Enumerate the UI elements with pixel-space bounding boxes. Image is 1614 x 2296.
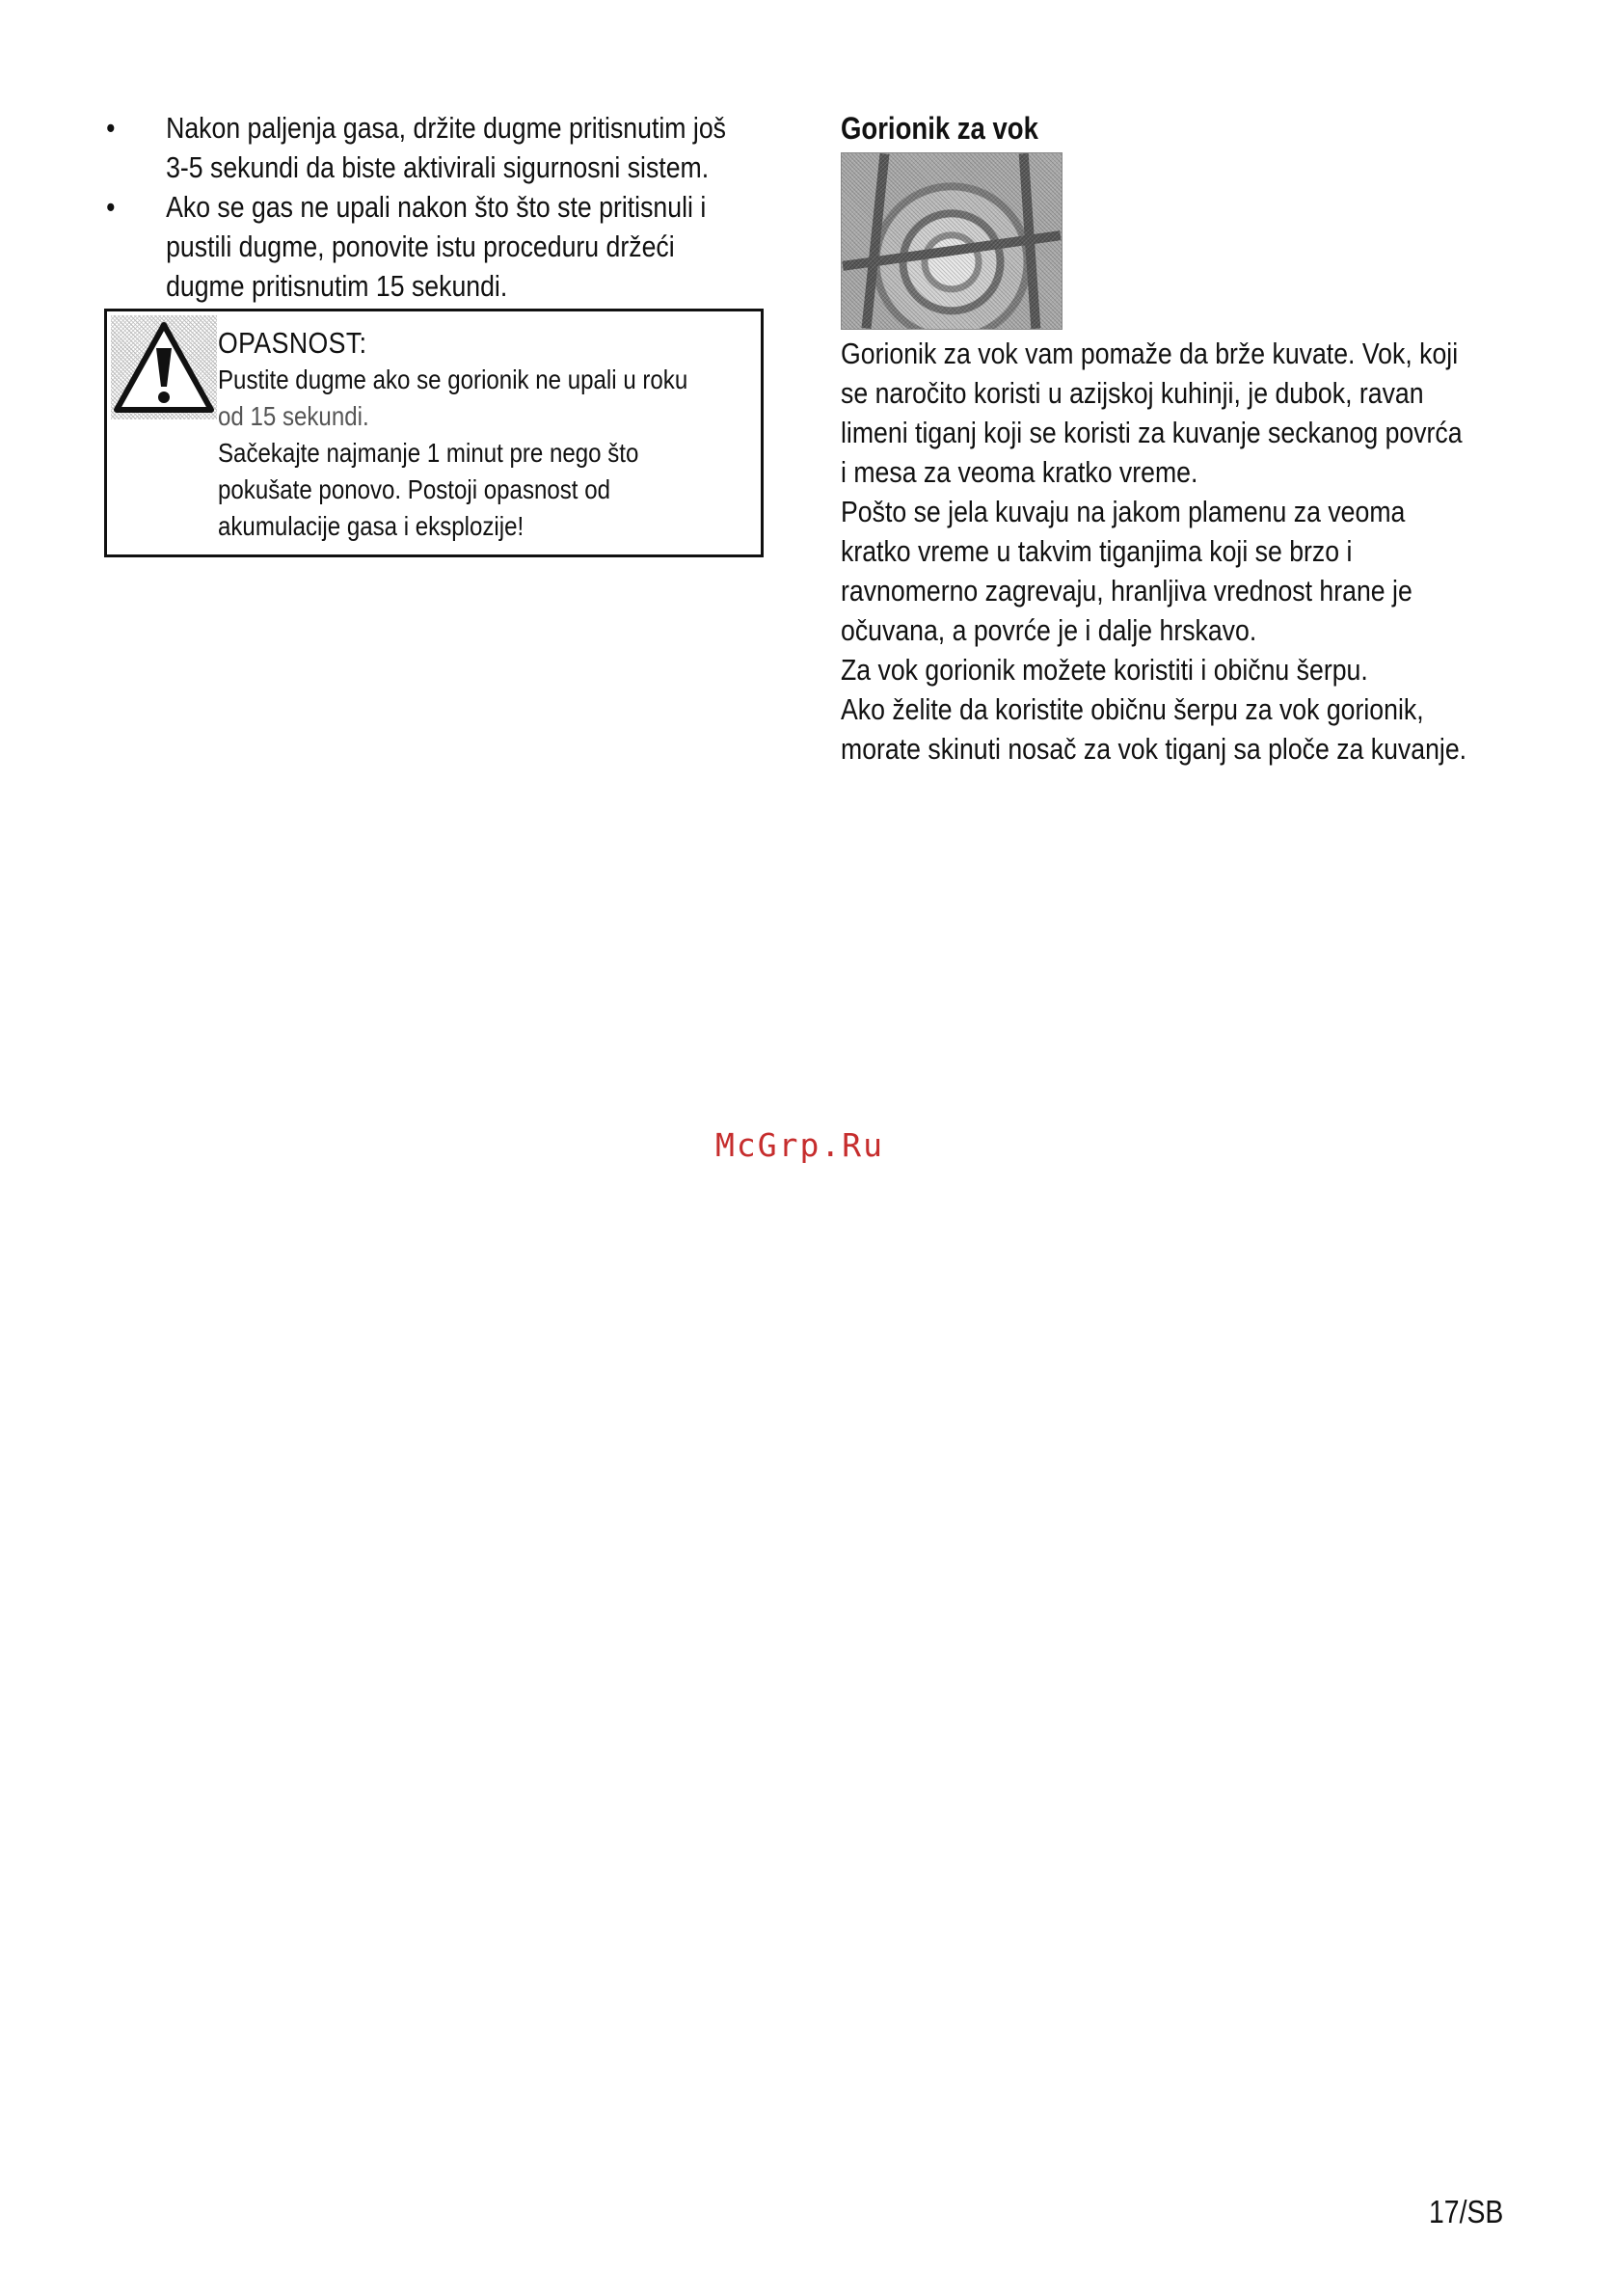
warning-line: pokušate ponovo. Postoji opasnost od bbox=[218, 474, 610, 504]
bullet-marker: • bbox=[106, 111, 116, 145]
danger-warning-box bbox=[104, 309, 764, 557]
bullet-line: 3-5 sekundi da biste aktivirali sigurnosni sistem. bbox=[166, 150, 710, 184]
body-line: očuvana, a povrće je i dalje hrskavo. bbox=[841, 613, 1257, 647]
left-column bbox=[101, 108, 776, 306]
section-title: Gorionik za vok bbox=[841, 111, 1038, 146]
body-line: ravnomerno zagrevaju, hranljiva vrednost hrane je bbox=[841, 574, 1412, 608]
page-number: 17/SB bbox=[1429, 2194, 1504, 2229]
warning-line: akumulacije gasa i eksplozije! bbox=[218, 511, 525, 541]
bullet-marker: • bbox=[106, 190, 116, 224]
warning-triangle-icon bbox=[111, 319, 217, 416]
body-line: morate skinuti nosač za vok tiganj sa ploče za kuvanje. bbox=[841, 732, 1467, 766]
bullet-line: Ako se gas ne upali nakon što što ste pritisnuli i bbox=[166, 190, 707, 224]
photo-texture bbox=[842, 153, 1062, 329]
body-line: Za vok gorionik možete koristiti i običnu šerpu. bbox=[841, 653, 1368, 687]
warning-title: OPASNOST: bbox=[218, 326, 367, 360]
body-line: Ako želite da koristite običnu šerpu za vok gorionik, bbox=[841, 692, 1424, 726]
warning-line: Sačekajte najmanje 1 minut pre nego što bbox=[218, 438, 639, 468]
warning-line: Pustite dugme ako se gorionik ne upali u roku bbox=[218, 365, 688, 394]
body-line: limeni tiganj koji se koristi za kuvanje seckanog povrća bbox=[841, 416, 1463, 449]
body-text bbox=[841, 334, 1520, 769]
body-line: se naročito koristi u azijskoj kuhinji, je dubok, ravan bbox=[841, 376, 1424, 410]
body-line: Pošto se jela kuvaju na jakom plamenu za veoma bbox=[841, 495, 1406, 528]
bullet-line: pustili dugme, ponovite istu proceduru držeći bbox=[166, 230, 675, 263]
warning-line: od 15 sekundi. bbox=[218, 401, 369, 431]
bullet-item bbox=[101, 187, 820, 306]
body-line: Gorionik za vok vam pomaže da brže kuvate. Vok, koji bbox=[841, 337, 1459, 370]
watermark: McGrp.Ru bbox=[715, 1126, 884, 1164]
body-line: i mesa za veoma kratko vreme. bbox=[841, 455, 1198, 489]
wok-burner-photo bbox=[841, 152, 1063, 330]
bullet-line: Nakon paljenja gasa, držite dugme pritisnutim još bbox=[166, 111, 726, 145]
bullet-item bbox=[101, 108, 820, 187]
body-line: kratko vreme u takvim tiganjima koji se brzo i bbox=[841, 534, 1353, 568]
bullet-line: dugme pritisnutim 15 sekundi. bbox=[166, 269, 508, 303]
right-column bbox=[841, 108, 1535, 766]
warning-text bbox=[218, 325, 748, 545]
bullet-list bbox=[101, 108, 776, 306]
